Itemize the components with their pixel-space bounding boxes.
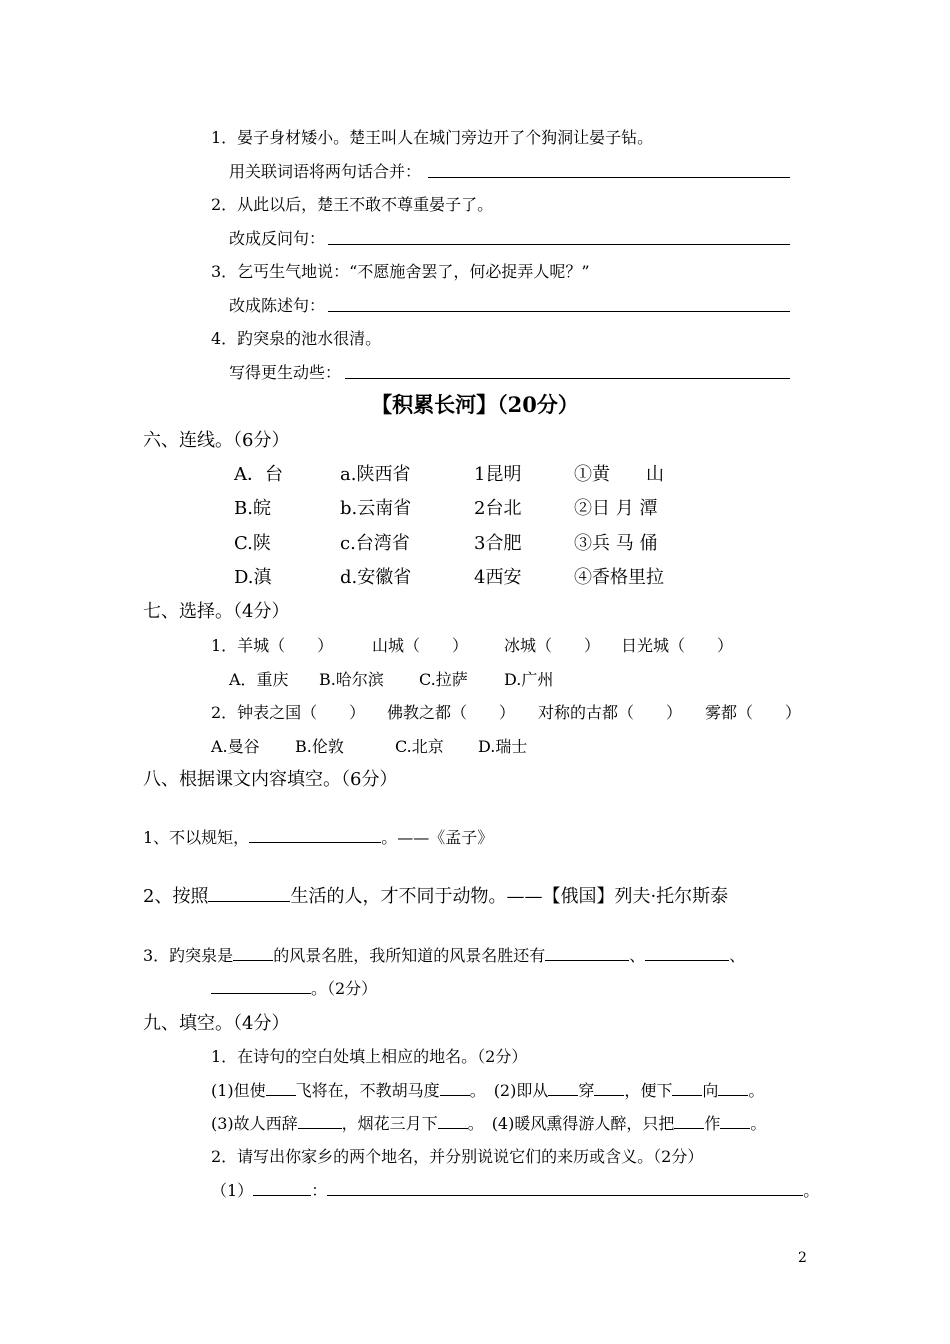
q8-3-prefix: 3．趵突泉是 — [143, 946, 234, 965]
poem3-text-2: ，烟花三月下 — [341, 1114, 438, 1133]
q5-2-text: 2．从此以后，楚王不敢不尊重晏子了。 — [211, 195, 494, 214]
poem2-text-4: 向 — [702, 1081, 719, 1100]
poem4-blank-2[interactable] — [720, 1114, 750, 1129]
match-c-3[interactable]: 3合肥 — [474, 533, 522, 554]
match-a-2[interactable]: B.皖 — [234, 498, 271, 519]
match-b-4[interactable]: d.安徽省 — [340, 567, 412, 588]
q8-1 — [143, 828, 493, 848]
poem3-blank-1[interactable] — [298, 1114, 342, 1129]
q7-1-item-3: 冰城（ ） — [504, 636, 601, 655]
q5-3-answer-line[interactable] — [328, 311, 790, 312]
q8-3-sep-1: 、 — [629, 946, 646, 965]
poem2-blank-4[interactable] — [718, 1081, 748, 1096]
poem1-text-2: 飞将在，不教胡马度 — [295, 1081, 440, 1100]
poem2-text-5: 。 — [748, 1081, 765, 1100]
match-d-4[interactable]: ④香格里拉 — [574, 567, 664, 588]
page-number: 2 — [798, 1250, 807, 1266]
match-d-2[interactable]: ②日 月 潭 — [574, 498, 658, 519]
q7-2-item-3: 对称的古都（ ） — [538, 703, 683, 722]
poem1-text-1: (1)但使 — [211, 1081, 266, 1100]
section-title: 【积累长河】（20分） — [371, 392, 579, 417]
poem2-text-1: 。 (2)即从 — [469, 1081, 549, 1100]
q5-2-instruction: 改成反问句： — [229, 229, 326, 248]
q8-3-sep-2: 、 — [729, 946, 746, 965]
q8-1-prefix: 1、不以规矩， — [143, 828, 250, 847]
match-b-2[interactable]: b.云南省 — [340, 498, 412, 519]
match-d-1[interactable]: ①黄 山 — [574, 464, 664, 485]
q9-2-text: 2．请写出你家乡的两个地名，并分别说说它们的来历或含义。（2分） — [211, 1147, 704, 1166]
q7-2-option-c: C.北京 — [395, 737, 444, 756]
poem4-text-1: 。 (4)暖风熏得游人醉，只把 — [467, 1114, 675, 1133]
q5-1-text: 1．晏子身材矮小。楚王叫人在城门旁边开了个狗洞让晏子钻。 — [211, 128, 654, 147]
section7-heading: 七、选择。（4分） — [143, 601, 290, 622]
q8-3-blank-1[interactable] — [233, 946, 273, 961]
q5-1-instruction: 用关联词语将两句话合并： — [229, 162, 422, 181]
match-b-3[interactable]: c.台湾省 — [340, 533, 410, 554]
q8-3-middle: 的风景名胜，我所知道的风景名胜还有 — [273, 946, 546, 965]
q9-1-text: 1．在诗句的空白处填上相应的地名。（2分） — [211, 1047, 528, 1066]
match-b-1[interactable]: a.陕西省 — [340, 464, 411, 485]
poem2-blank-1[interactable] — [548, 1081, 578, 1096]
poem2-blank-3[interactable] — [672, 1081, 702, 1096]
q7-2-option-a: A.曼谷 — [211, 737, 260, 756]
poem1-blank-2[interactable] — [440, 1081, 470, 1096]
q5-4-instruction: 写得更生动些： — [229, 363, 342, 382]
match-c-2[interactable]: 2台北 — [474, 498, 522, 519]
q8-1-blank[interactable] — [249, 828, 381, 843]
q8-2-suffix: 生活的人，才不同于动物。——【俄国】列夫·托尔斯泰 — [290, 886, 729, 907]
q8-2 — [143, 886, 728, 908]
q7-2-option-d: D.瑞士 — [478, 737, 528, 756]
q7-1-item-2: 山城（ ） — [372, 636, 469, 655]
q9-2-label: （1） — [211, 1181, 254, 1200]
q7-2-option-b: B.伦敦 — [295, 737, 344, 756]
poem1-blank-1[interactable] — [266, 1081, 296, 1096]
section6-heading: 六、连线。（6分） — [143, 430, 290, 451]
q5-4-text: 4．趵突泉的池水很清。 — [211, 329, 382, 348]
q8-1-suffix: 。——《孟子》 — [381, 828, 494, 847]
q8-3-blank-2[interactable] — [545, 946, 629, 961]
q9-2-place-blank[interactable] — [253, 1181, 311, 1196]
q8-2-blank[interactable] — [208, 887, 290, 902]
q9-2-answer — [211, 1181, 819, 1201]
q9-2-colon: ： — [311, 1181, 328, 1200]
q7-2-item-2: 佛教之都（ ） — [387, 703, 516, 722]
q8-3 — [143, 946, 745, 966]
q7-1-option-d: D.广州 — [504, 670, 554, 689]
q9-1-poems-2 — [211, 1114, 766, 1134]
q8-3-blank-3[interactable] — [645, 946, 729, 961]
match-a-1[interactable]: A．台 — [234, 464, 283, 485]
poem4-text-2: 作 — [704, 1114, 721, 1133]
q7-1-item-4: 日光城（ ） — [621, 636, 734, 655]
q7-1-item-1: 1．羊城（ ） — [211, 636, 334, 655]
q5-4-answer-line[interactable] — [345, 378, 790, 379]
q8-3-cont — [211, 979, 377, 999]
section9-heading: 九、填空。（4分） — [143, 1013, 290, 1034]
q8-3-blank-4[interactable] — [211, 979, 311, 994]
q8-3-end: 。（2分） — [311, 979, 378, 998]
poem3-text-1: (3)故人西辞 — [211, 1114, 298, 1133]
q7-1-option-a: A．重庆 — [229, 670, 289, 689]
poem3-blank-2[interactable] — [438, 1114, 468, 1129]
match-d-3[interactable]: ③兵 马 俑 — [574, 533, 658, 554]
q9-2-end: 。 — [803, 1181, 820, 1200]
q9-1-poems-1 — [211, 1081, 764, 1101]
poem2-blank-2[interactable] — [594, 1081, 624, 1096]
q5-3-instruction: 改成陈述句： — [229, 296, 326, 315]
q5-2-answer-line[interactable] — [328, 244, 790, 245]
poem4-text-3: 。 — [750, 1114, 767, 1133]
q7-2-item-1: 2．钟表之国（ ） — [211, 703, 366, 722]
q7-2-item-4: 雾都（ ） — [705, 703, 802, 722]
q5-1-answer-line[interactable] — [428, 177, 790, 178]
match-c-4[interactable]: 4西安 — [474, 567, 522, 588]
poem2-text-2: 穿 — [578, 1081, 595, 1100]
q5-3-text: 3．乞丐生气地说：“不愿施舍罢了，何必捉弄人呢？” — [211, 262, 590, 281]
q7-1-option-c: C.拉萨 — [419, 670, 468, 689]
q9-2-meaning-blank[interactable] — [327, 1181, 803, 1196]
section8-heading: 八、根据课文内容填空。（6分） — [143, 769, 398, 790]
poem2-text-3: ，便下 — [624, 1081, 673, 1100]
match-a-3[interactable]: C.陕 — [234, 533, 271, 554]
poem4-blank-1[interactable] — [674, 1114, 704, 1129]
match-a-4[interactable]: D.滇 — [234, 567, 272, 588]
q7-1-option-b: B.哈尔滨 — [319, 670, 384, 689]
q8-2-prefix: 2、按照 — [143, 886, 209, 907]
match-c-1[interactable]: 1昆明 — [474, 464, 522, 485]
